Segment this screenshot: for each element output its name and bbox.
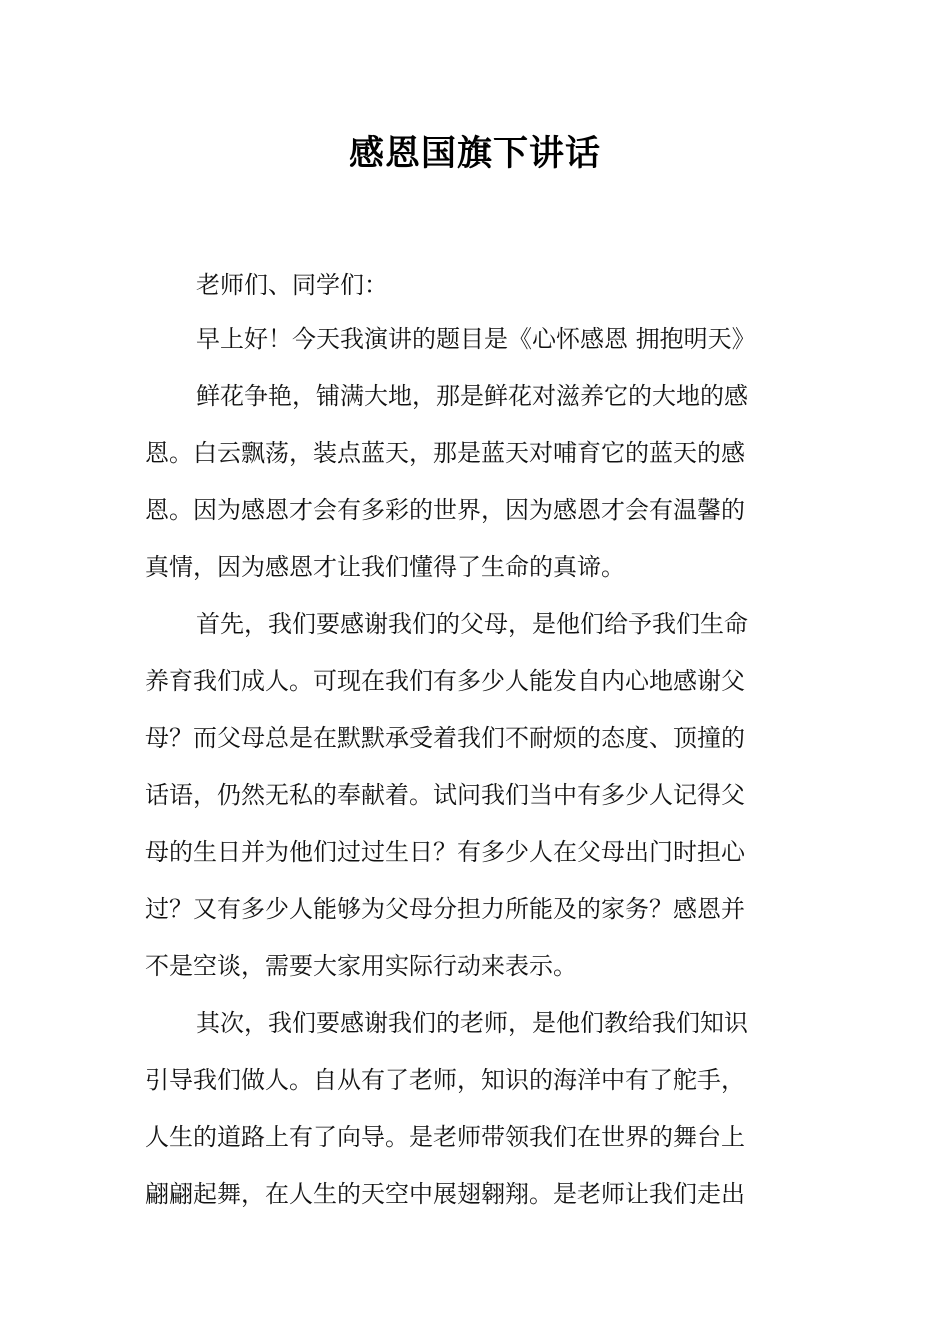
paragraph-line: 引导我们做人。自从有了老师，知识的海洋中有了舵手， bbox=[145, 1066, 745, 1094]
paragraph-line: 话语，仍然无私的奉献着。试问我们当中有多少人记得父 bbox=[145, 781, 745, 809]
paragraph-line: 过？又有多少人能够为父母分担力所能及的家务？感恩并 bbox=[145, 895, 745, 923]
paragraph-line: 恩。白云飘荡，装点蓝天，那是蓝天对哺育它的蓝天的感 bbox=[145, 439, 745, 467]
paragraph-line: 养育我们成人。可现在我们有多少人能发自内心地感谢父 bbox=[145, 667, 745, 695]
paragraph-line: 恩。因为感恩才会有多彩的世界，因为感恩才会有温馨的 bbox=[145, 496, 745, 524]
salutation-line: 老师们、同学们： bbox=[196, 271, 388, 299]
paragraph-line: 母？而父母总是在默默承受着我们不耐烦的态度、顶撞的 bbox=[145, 724, 745, 752]
document-title: 感恩国旗下讲话 bbox=[348, 133, 601, 174]
paragraph-line: 鲜花争艳，铺满大地，那是鲜花对滋养它的大地的感 bbox=[196, 382, 748, 410]
paragraph-line: 母的生日并为他们过过生日？有多少人在父母出门时担心 bbox=[145, 838, 745, 866]
paragraph-line: 不是空谈，需要大家用实际行动来表示。 bbox=[145, 952, 577, 980]
greeting-line: 早上好！今天我演讲的题目是《心怀感恩 拥抱明天》 bbox=[196, 325, 756, 353]
paragraph-line: 其次，我们要感谢我们的老师，是他们教给我们知识 bbox=[196, 1009, 748, 1037]
paragraph-line: 首先，我们要感谢我们的父母，是他们给予我们生命 bbox=[196, 610, 748, 638]
paragraph-line: 翩翩起舞，在人生的天空中展翅翱翔。是老师让我们走出 bbox=[145, 1180, 745, 1208]
paragraph-line: 真情，因为感恩才让我们懂得了生命的真谛。 bbox=[145, 553, 625, 581]
paragraph-line: 人生的道路上有了向导。是老师带领我们在世界的舞台上 bbox=[145, 1123, 745, 1151]
